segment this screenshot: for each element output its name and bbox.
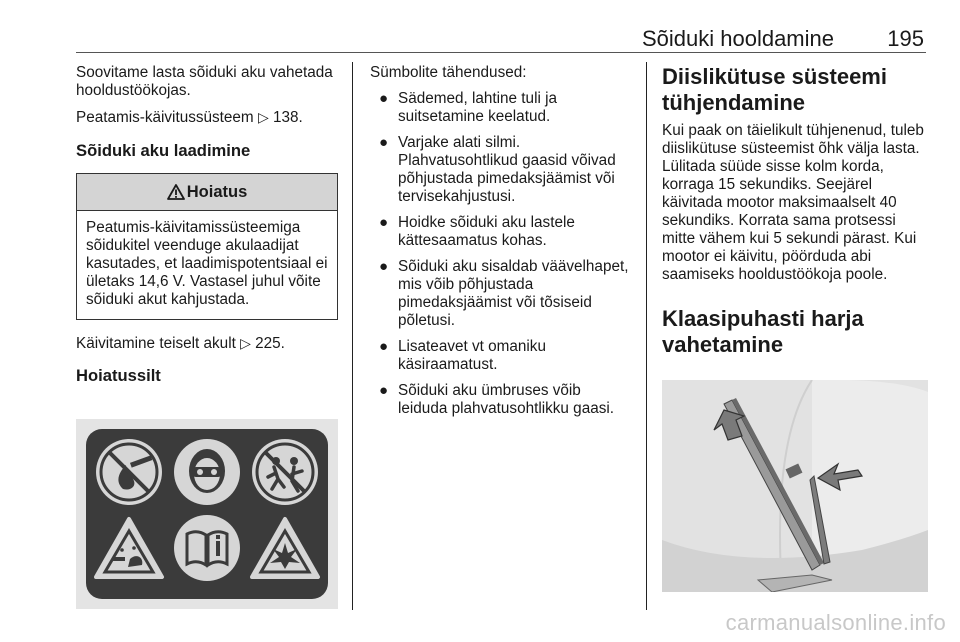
bullet-icon: ● xyxy=(379,214,389,231)
bullet-icon: ● xyxy=(379,258,389,275)
jump-start-reference xyxy=(76,334,338,353)
reference-label: Käivitamine teiselt akult xyxy=(76,335,236,352)
heading-wiper-replacement: Klaasipuhasti harja vahetamine xyxy=(662,306,864,357)
list-item xyxy=(370,90,632,126)
list-item-text: Varjake alati silmi. Plahvatusohtlikud gaasid võivad põhjustada pimedaksjäämist või tervisekahjustusi. xyxy=(398,134,616,205)
wiper-illustration xyxy=(662,380,928,592)
eye-protection-icon xyxy=(174,439,240,505)
page-number: 195 xyxy=(887,26,924,51)
warning-label-graphic xyxy=(76,419,338,609)
column-divider xyxy=(646,62,647,610)
symbol-meanings-list xyxy=(370,90,632,418)
list-item-text: Sädemed, lahtine tuli ja suitsetamine keelatud. xyxy=(398,90,558,125)
list-item xyxy=(370,382,632,418)
bullet-icon: ● xyxy=(379,90,389,107)
start-stop-reference xyxy=(76,108,338,127)
list-item-text: Sõiduki aku ümbruses võib leiduda plahvatusohtlikku gaasi. xyxy=(398,382,615,417)
list-item-text: Hoidke sõiduki aku lastele kättesaamatus kohas. xyxy=(398,214,575,249)
diesel-text: Kui paak on täielikult tühjenenud, tuleb diislikütuse süsteemist õhk välja lasta. Lülitada süüde sisse kolm korda, korraga 15 sekundiks. Seejärel käivitada mootor maksimaalselt 40 sekundiks. Korrata sama protsessi mitte vähem kui 5 sekundi pärast. Kui mootor ei käivitu, pöörduda abi saamiseks hooldustöökoja poole. xyxy=(662,122,924,283)
column-left xyxy=(76,64,338,609)
list-item-text: Lisateavet vt omaniku käsiraamatust. xyxy=(398,338,546,373)
ref-arrow-icon: ▷ xyxy=(257,109,269,125)
bullet-icon: ● xyxy=(379,134,389,151)
keep-children-away-icon xyxy=(252,439,318,505)
warning-title: Hoiatus xyxy=(186,182,248,201)
warning-body xyxy=(77,211,337,319)
intro-text: Soovitame lasta sõiduki aku vahetada hooldustöökojas. xyxy=(76,64,333,99)
reference-label: Peatamis-käivitussüsteem xyxy=(76,109,254,126)
read-manual-icon xyxy=(174,515,240,581)
column-divider xyxy=(352,62,353,610)
bullet-icon: ● xyxy=(379,382,389,399)
column-right xyxy=(662,64,928,592)
heading-warning-label: Hoiatussilt xyxy=(76,366,161,385)
list-item xyxy=(370,214,632,250)
wiper-blade-image xyxy=(662,380,928,592)
list-item xyxy=(370,258,632,330)
warning-triangle-icon xyxy=(167,184,185,200)
warning-header xyxy=(77,174,337,211)
section-title: Sõiduki hooldamine xyxy=(641,26,834,51)
symbols-intro: Sümbolite tähendused: xyxy=(370,64,527,81)
column-middle xyxy=(370,64,632,426)
list-item xyxy=(370,134,632,206)
page-header xyxy=(76,26,926,53)
warning-box xyxy=(76,173,338,320)
heading-diesel-bleeding: Diislikütuse süsteemi tühjendamine xyxy=(662,64,887,115)
warning-text: Peatumis-käivitamissüsteemiga sõidukitel veenduge akulaadijat kasutades, et laadimispotentsiaal ei ületaks 14,6 V. Vastasel juhul võite sõiduki akut kahjustada. xyxy=(86,219,328,308)
watermark: carmanualsonline.info xyxy=(725,610,946,635)
battery-warning-label-image xyxy=(76,419,338,609)
reference-page: 225. xyxy=(255,335,285,352)
ref-arrow-icon: ▷ xyxy=(240,335,251,351)
reference-page: 138. xyxy=(272,109,303,126)
no-fire-smoking-icon xyxy=(96,439,162,505)
heading-battery-charging: Sõiduki aku laadimine xyxy=(76,141,251,160)
bullet-icon: ● xyxy=(379,338,389,355)
list-item xyxy=(370,338,632,374)
list-item-text: Sõiduki aku sisaldab väävelhapet, mis võib põhjustada pimedaksjäämist või tõsiseid põletusi. xyxy=(398,258,629,329)
